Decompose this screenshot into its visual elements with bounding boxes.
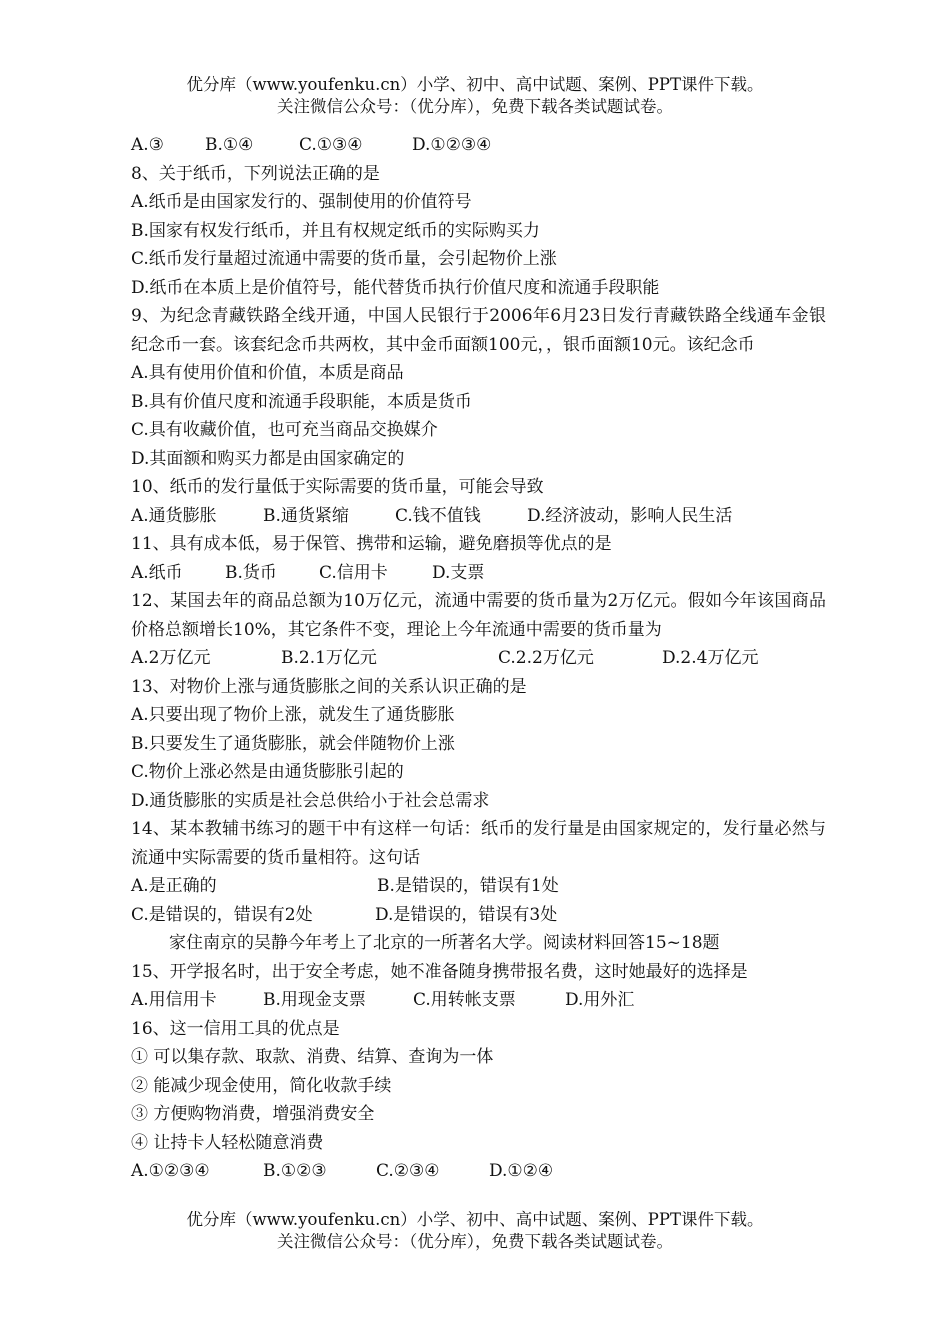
q8-option-b: B.国家有权发行纸币，并且有权规定纸币的实际购买力	[131, 220, 540, 241]
q13-option-d: D.通货膨胀的实质是社会总供给小于社会总需求	[131, 790, 490, 811]
q16-option-d: D.①②④	[489, 1161, 554, 1181]
header-line-1: 优分库（www.youfenku.cn）小学、初中、高中试题、案例、PPT课件下载。	[186, 75, 764, 94]
q12-option-c: C.2.2万亿元	[498, 648, 594, 668]
q16-option-b: B.①②③	[263, 1161, 327, 1181]
q13-stem: 13、对物价上涨与通货膨胀之间的关系认识正确的是	[131, 676, 527, 697]
q16-item-1: ① 可以集存款、取款、消费、结算、查询为一体	[131, 1047, 494, 1067]
q7-option-d: D.①②③④	[412, 135, 492, 155]
q14-option-d: D.是错误的，错误有3处	[375, 904, 558, 925]
q15-option-a: A.用信用卡	[131, 990, 217, 1010]
q14-options-row1	[131, 872, 826, 901]
q10-option-b: B.通货紧缩	[263, 505, 349, 526]
q15-option-d: D.用外汇	[565, 990, 635, 1010]
q10-option-c: C.钱不值钱	[395, 505, 481, 526]
q16-option-c: C.②③④	[376, 1161, 440, 1181]
q16-item-3: ③ 方便购物消费，增强消费安全	[131, 1104, 375, 1124]
q9-option-b: B.具有价值尺度和流通手段职能，本质是货币	[131, 391, 472, 412]
q8-stem: 8、关于纸币，下列说法正确的是	[131, 163, 380, 184]
q9-option-d: D.其面额和购买力都是由国家确定的	[131, 448, 405, 469]
q12-option-a: A.2万亿元	[131, 648, 211, 668]
q16-item-2: ② 能减少现金使用，简化收款手续	[131, 1075, 392, 1096]
q10-option-d: D.经济波动，影响人民生活	[527, 505, 733, 526]
q7-option-b: B.①④	[205, 135, 254, 155]
q9-stem: 9、为纪念青藏铁路全线开通，中国人民银行于2006年6月23日发行青藏铁路全线通车金银纪念币一套。该套纪念币共两枚，其中金币面额100元，，银币面额10元。该纪念币	[131, 306, 826, 355]
q12-stem: 12、某国去年的商品总额为10万亿元，流通中需要的货币量为2万亿元。假如今年该国商品价格总额增长10%，其它条件不变，理论上今年流通中需要的货币量为	[131, 591, 826, 640]
q7-options	[131, 131, 826, 160]
q16-option-a: A.①②③④	[131, 1161, 210, 1181]
footer-line-1: 优分库（www.youfenku.cn）小学、初中、高中试题、案例、PPT课件下载。	[186, 1210, 764, 1229]
q16-stem: 16、这一信用工具的优点是	[131, 1018, 340, 1039]
q15-option-b: B.用现金支票	[263, 990, 366, 1010]
footer-line-2: 关注微信公众号：（优分库），免费下载各类试题试卷。	[277, 1232, 673, 1251]
q12-option-d: D.2.4万亿元	[662, 648, 759, 668]
q10-options	[131, 502, 826, 531]
q10-option-a: A.通货膨胀	[131, 505, 217, 526]
q9-option-c: C.具有收藏价值，也可充当商品交换媒介	[131, 420, 438, 440]
q11-option-a: A.纸币	[131, 562, 183, 583]
q13-option-c: C.物价上涨必然是由通货膨胀引起的	[131, 762, 404, 782]
q16-item-4: ④ 让持卡人轻松随意消费	[131, 1132, 324, 1153]
q14-options-row2	[131, 901, 826, 930]
q15-option-c: C.用转帐支票	[413, 990, 516, 1010]
q15-stem: 15、开学报名时，出于安全考虑，她不准备随身携带报名费，这时她最好的选择是	[131, 961, 748, 982]
question-content	[131, 131, 826, 1186]
reading-material: 家住南京的吴静今年考上了北京的一所著名大学。阅读材料回答15~18题	[169, 933, 720, 953]
q12-options	[131, 644, 826, 673]
q13-option-a: A.只要出现了物价上涨，就发生了通货膨胀	[131, 705, 455, 725]
page-footer	[0, 1209, 950, 1253]
q14-option-c: C.是错误的，错误有2处	[131, 904, 313, 925]
q12-option-b: B.2.1万亿元	[281, 648, 377, 668]
q14-option-a: A.是正确的	[131, 876, 217, 896]
q11-option-c: C.信用卡	[319, 562, 388, 583]
q8-option-d: D.纸币在本质上是价值符号，能代替货币执行价值尺度和流通手段职能	[131, 277, 660, 298]
q10-stem: 10、纸币的发行量低于实际需要的货币量，可能会导致	[131, 477, 544, 497]
q9-option-a: A.具有使用价值和价值，本质是商品	[131, 363, 404, 383]
q11-stem: 11、具有成本低，易于保管、携带和运输，避免磨损等优点的是	[131, 534, 612, 554]
q7-option-c: C.①③④	[299, 135, 363, 155]
q13-option-b: B.只要发生了通货膨胀，就会伴随物价上涨	[131, 733, 455, 754]
q11-options	[131, 559, 826, 588]
q8-option-a: A.纸币是由国家发行的、强制使用的价值符号	[131, 192, 472, 212]
q15-options	[131, 986, 826, 1015]
q14-stem: 14、某本教辅书练习的题干中有这样一句话：纸币的发行量是由国家规定的，发行量必然与流通中实际需要的货币量相符。这句话	[131, 819, 826, 868]
q14-option-b: B.是错误的，错误有1处	[377, 876, 559, 896]
q11-option-d: D.支票	[432, 562, 485, 583]
page-header	[0, 74, 950, 118]
q16-options	[131, 1157, 826, 1186]
q7-option-a: A.③	[131, 135, 164, 155]
q11-option-b: B.货币	[225, 562, 277, 583]
q8-option-c: C.纸币发行量超过流通中需要的货币量，会引起物价上涨	[131, 249, 557, 269]
header-line-2: 关注微信公众号：（优分库），免费下载各类试题试卷。	[277, 97, 673, 116]
